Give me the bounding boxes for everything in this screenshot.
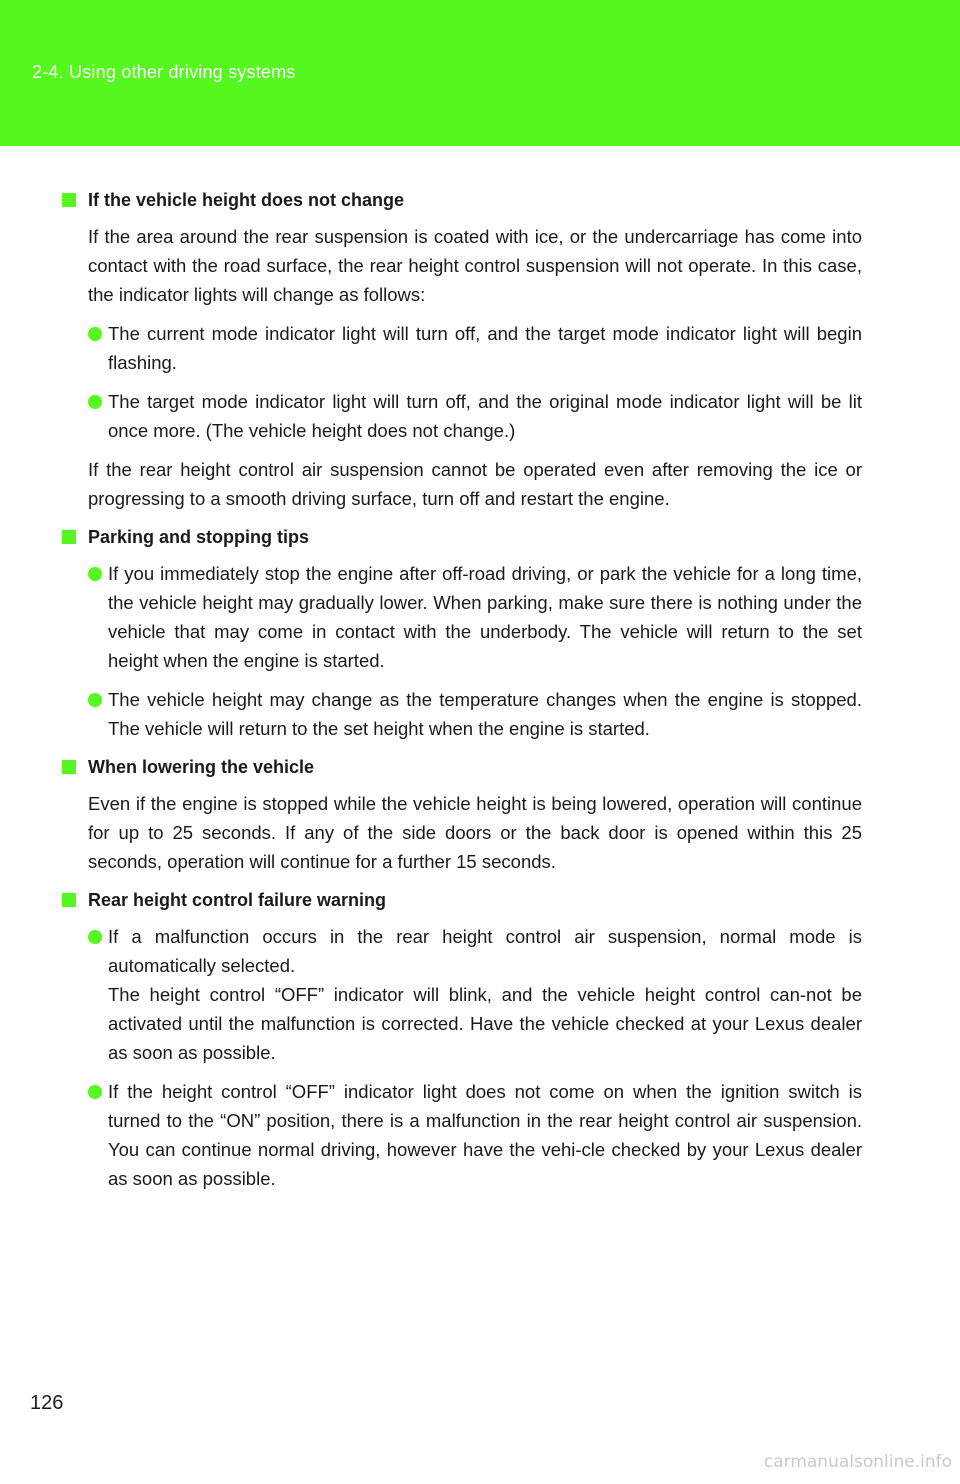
list-item-text: The current mode indicator light will turn off, and the target mode indicator light will begin flashing. xyxy=(108,323,862,373)
list-item-text: If the height control “OFF” indicator light does not come on when the ignition switch is turned to the “ON” position, there is a malfunction in the rear height control air suspension. You can continue normal driving, however have the vehi-cle checked by your Lexus dealer as soon as possible. xyxy=(108,1081,862,1189)
list-item xyxy=(88,685,862,743)
list-item-text-continued: The height control “OFF” indicator will blink, and the vehicle height control can-not be activated until the malfunction is corrected. Have the vehicle checked at your Lexus dealer as soon as possible. xyxy=(108,984,862,1063)
list-item-text: If you immediately stop the engine after off-road driving, or park the vehicle for a long time, the vehicle height may gradually lower. When parking, make sure there is nothing under the vehicle that may come in contact with the underbody. The vehicle will return to the set height when the engine is started. xyxy=(108,563,862,671)
section-heading xyxy=(62,186,862,214)
page-content xyxy=(62,186,862,1203)
square-bullet-icon xyxy=(62,893,76,907)
section-heading xyxy=(62,886,862,914)
heading-text: If the vehicle height does not change xyxy=(88,190,405,210)
watermark: carmanualsonline.info xyxy=(763,1452,952,1472)
paragraph: If the rear height control air suspension cannot be operated even after removing the ice or progressing to a smooth driving surface, turn off and restart the engine. xyxy=(88,459,862,509)
section-title: 2-4. Using other driving systems xyxy=(32,62,296,82)
round-bullet-icon xyxy=(88,930,102,944)
paragraph: If the area around the rear suspension is coated with ice, or the undercarriage has come into contact with the road surface, the rear height control suspension will not operate. In this case, the indicator lights will change as follows: xyxy=(88,226,862,305)
list-item xyxy=(88,1077,862,1193)
page-number: 126 xyxy=(30,1392,64,1414)
heading-text: When lowering the vehicle xyxy=(88,757,315,777)
list-item-text: The vehicle height may change as the temperature changes when the engine is stopped. The vehicle will return to the set height when the engine is started. xyxy=(108,689,862,739)
list-item-text: If a malfunction occurs in the rear height control air suspension, normal mode is automatically selected. xyxy=(108,926,862,976)
round-bullet-icon xyxy=(88,1085,102,1099)
heading-text: Parking and stopping tips xyxy=(88,527,310,547)
section-heading xyxy=(62,523,862,551)
square-bullet-icon xyxy=(62,530,76,544)
list-item-text: The target mode indicator light will turn off, and the original mode indicator light will be lit once more. (The vehicle height does not change.) xyxy=(108,391,862,441)
section-heading xyxy=(62,753,862,781)
list-item xyxy=(88,387,862,445)
page-header-band xyxy=(0,0,960,146)
round-bullet-icon xyxy=(88,567,102,581)
square-bullet-icon xyxy=(62,193,76,207)
list-item xyxy=(88,559,862,675)
list-item xyxy=(88,922,862,1067)
square-bullet-icon xyxy=(62,760,76,774)
list-item xyxy=(88,319,862,377)
round-bullet-icon xyxy=(88,395,102,409)
heading-text: Rear height control failure warning xyxy=(88,890,387,910)
round-bullet-icon xyxy=(88,327,102,341)
paragraph: Even if the engine is stopped while the vehicle height is being lowered, operation will continue for up to 25 seconds. If any of the side doors or the back door is opened within this 25 seconds, operation will continue for a further 15 seconds. xyxy=(88,793,862,872)
round-bullet-icon xyxy=(88,693,102,707)
